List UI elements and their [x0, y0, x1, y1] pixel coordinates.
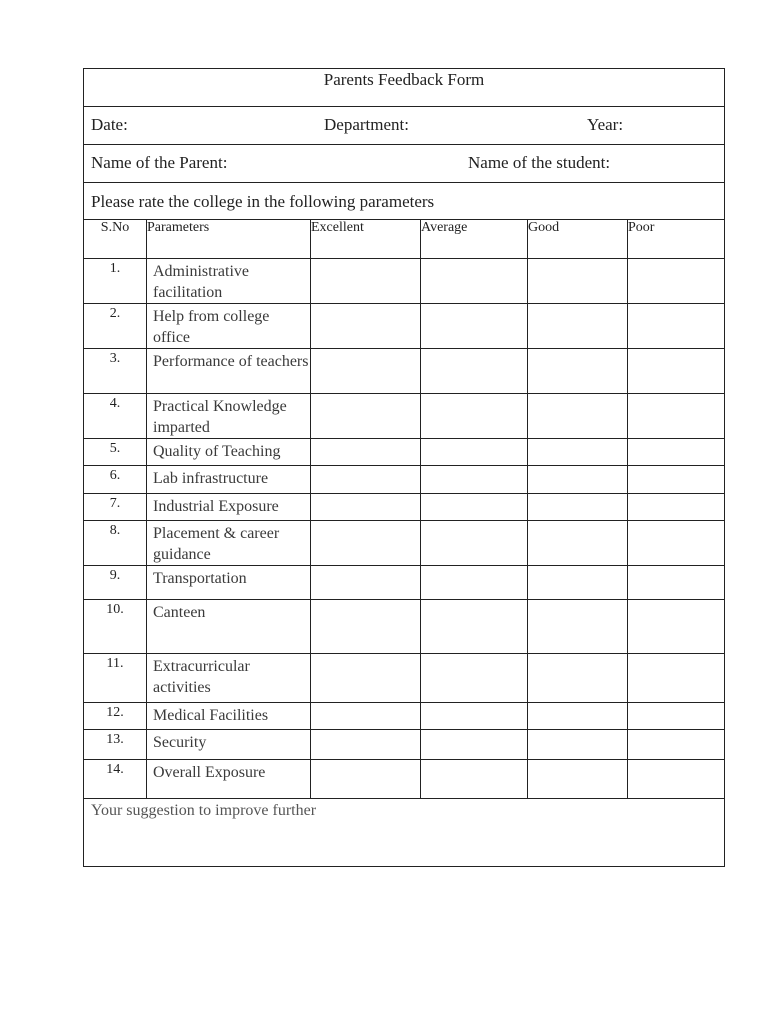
rating-cell-excellent[interactable] — [311, 760, 421, 799]
parameter-cell — [147, 304, 311, 349]
parameter-name: Transportation — [153, 570, 247, 587]
col-parameters-header: Parameters — [147, 220, 311, 259]
sno-value: 2. — [109, 306, 121, 321]
rating-cell-average[interactable] — [421, 521, 528, 566]
sno-cell — [84, 349, 147, 394]
table-row — [84, 730, 725, 760]
parameter-cell — [147, 466, 311, 494]
date-label: Date: — [91, 115, 128, 134]
parameter-cell — [147, 760, 311, 799]
rating-cell-good[interactable] — [528, 600, 628, 654]
parameter-cell — [147, 566, 311, 600]
col-sno-header: S.No — [84, 220, 147, 259]
rating-cell-good[interactable] — [528, 494, 628, 521]
sno-cell — [84, 654, 147, 703]
rating-cell-good[interactable] — [528, 259, 628, 304]
suggestion-box[interactable] — [84, 799, 725, 867]
table-row — [84, 394, 725, 439]
parameter-cell — [147, 521, 311, 566]
form-title-cell — [84, 69, 725, 107]
col-average-header: Average — [421, 220, 528, 259]
rating-cell-excellent[interactable] — [311, 566, 421, 600]
rating-cell-average[interactable] — [421, 730, 528, 760]
parameter-name: Placement & career guidance — [153, 525, 280, 563]
rating-cell-excellent[interactable] — [311, 521, 421, 566]
table-header-row — [84, 220, 725, 259]
rating-cell-poor[interactable] — [628, 600, 725, 654]
rating-cell-good[interactable] — [528, 703, 628, 730]
col-excellent-header: Excellent — [311, 220, 421, 259]
table-row — [84, 703, 725, 730]
rating-cell-good[interactable] — [528, 349, 628, 394]
table-row — [84, 760, 725, 799]
feedback-form-table — [83, 68, 725, 867]
rating-cell-poor[interactable] — [628, 760, 725, 799]
rating-cell-poor[interactable] — [628, 521, 725, 566]
rating-cell-poor[interactable] — [628, 703, 725, 730]
table-row — [84, 494, 725, 521]
parameter-cell — [147, 394, 311, 439]
rating-cell-poor[interactable] — [628, 494, 725, 521]
table-row — [84, 304, 725, 349]
rating-cell-poor[interactable] — [628, 394, 725, 439]
parameter-name: Quality of Teaching — [153, 443, 281, 460]
rating-cell-good[interactable] — [528, 654, 628, 703]
rating-cell-average[interactable] — [421, 600, 528, 654]
parameter-cell — [147, 600, 311, 654]
rating-cell-excellent[interactable] — [311, 304, 421, 349]
sno-value: 12. — [106, 705, 124, 720]
rating-cell-excellent[interactable] — [311, 730, 421, 760]
instruction-row — [84, 183, 725, 220]
parameter-cell — [147, 259, 311, 304]
form-title: Parents Feedback Form — [323, 70, 485, 89]
rating-cell-good[interactable] — [528, 439, 628, 466]
sno-value: 9. — [109, 568, 121, 583]
rating-cell-excellent[interactable] — [311, 654, 421, 703]
names-row — [84, 145, 725, 183]
sno-cell — [84, 566, 147, 600]
sno-cell — [84, 494, 147, 521]
parameter-name: Overall Exposure — [153, 764, 266, 781]
sno-value: 11. — [106, 656, 124, 671]
rating-cell-average[interactable] — [421, 304, 528, 349]
rating-cell-excellent[interactable] — [311, 439, 421, 466]
sno-value: 7. — [109, 496, 121, 511]
rating-cell-excellent[interactable] — [311, 349, 421, 394]
parameter-name: Practical Knowledge imparted — [153, 398, 287, 436]
sno-cell — [84, 600, 147, 654]
table-row — [84, 466, 725, 494]
parameter-cell — [147, 730, 311, 760]
sno-cell — [84, 760, 147, 799]
parameter-cell — [147, 349, 311, 394]
parameter-cell — [147, 654, 311, 703]
rating-cell-excellent[interactable] — [311, 394, 421, 439]
rating-cell-excellent[interactable] — [311, 259, 421, 304]
rating-cell-excellent[interactable] — [311, 494, 421, 521]
student-name-label: Name of the student: — [468, 153, 611, 172]
year-label: Year: — [587, 115, 624, 134]
rating-cell-good[interactable] — [528, 730, 628, 760]
date-department-year-row — [84, 107, 725, 145]
rating-cell-poor[interactable] — [628, 259, 725, 304]
rating-cell-poor[interactable] — [628, 566, 725, 600]
rating-cell-poor[interactable] — [628, 654, 725, 703]
table-row — [84, 654, 725, 703]
rating-cell-average[interactable] — [421, 259, 528, 304]
parameter-rows — [84, 259, 725, 799]
table-row — [84, 566, 725, 600]
sno-value: 1. — [109, 261, 121, 276]
parameter-name: Performance of teachers — [153, 353, 309, 370]
rating-cell-good[interactable] — [528, 760, 628, 799]
rating-cell-good[interactable] — [528, 394, 628, 439]
sno-cell — [84, 521, 147, 566]
parameter-name: Canteen — [153, 604, 206, 621]
table-row — [84, 259, 725, 304]
rating-cell-poor[interactable] — [628, 439, 725, 466]
rating-cell-poor[interactable] — [628, 466, 725, 494]
sno-value: 10. — [106, 602, 124, 617]
parameter-name: Administrative facilitation — [153, 263, 249, 301]
parameter-name: Help from college office — [153, 308, 270, 346]
sno-value: 5. — [109, 441, 121, 456]
parameter-name: Security — [153, 734, 207, 751]
rating-cell-good[interactable] — [528, 466, 628, 494]
sno-value: 14. — [106, 762, 124, 777]
rating-cell-average[interactable] — [421, 349, 528, 394]
rating-cell-average[interactable] — [421, 703, 528, 730]
instruction-text: Please rate the college in the following parameters — [91, 192, 435, 211]
sno-cell — [84, 466, 147, 494]
sno-value: 8. — [109, 523, 121, 538]
suggestion-label: Your suggestion to improve further — [91, 802, 317, 819]
rating-cell-average[interactable] — [421, 466, 528, 494]
sno-value: 13. — [106, 732, 124, 747]
table-row — [84, 600, 725, 654]
rating-cell-poor[interactable] — [628, 730, 725, 760]
rating-cell-good[interactable] — [528, 304, 628, 349]
rating-cell-average[interactable] — [421, 494, 528, 521]
parent-name-label: Name of the Parent: — [91, 153, 228, 172]
table-row — [84, 439, 725, 466]
parameter-name: Extracurricular activities — [153, 658, 250, 696]
rating-cell-good[interactable] — [528, 566, 628, 600]
rating-cell-average[interactable] — [421, 394, 528, 439]
table-row — [84, 521, 725, 566]
parameter-cell — [147, 494, 311, 521]
sno-cell — [84, 730, 147, 760]
rating-cell-poor[interactable] — [628, 304, 725, 349]
rating-cell-poor[interactable] — [628, 349, 725, 394]
sno-value: 3. — [109, 351, 121, 366]
department-label: Department: — [324, 115, 409, 134]
sno-cell — [84, 439, 147, 466]
table-row — [84, 349, 725, 394]
rating-cell-excellent[interactable] — [311, 600, 421, 654]
rating-cell-good[interactable] — [528, 521, 628, 566]
rating-cell-average[interactable] — [421, 654, 528, 703]
sno-value: 4. — [109, 396, 121, 411]
parameter-name: Medical Facilities — [153, 707, 269, 724]
parameter-cell — [147, 703, 311, 730]
col-good-header: Good — [528, 220, 628, 259]
sno-cell — [84, 703, 147, 730]
parameter-name: Industrial Exposure — [153, 498, 279, 515]
sno-cell — [84, 259, 147, 304]
rating-cell-average[interactable] — [421, 439, 528, 466]
sno-cell — [84, 394, 147, 439]
parameter-cell — [147, 439, 311, 466]
sno-value: 6. — [109, 468, 121, 483]
rating-cell-excellent[interactable] — [311, 466, 421, 494]
rating-cell-excellent[interactable] — [311, 703, 421, 730]
sno-cell — [84, 304, 147, 349]
rating-cell-average[interactable] — [421, 760, 528, 799]
parameter-name: Lab infrastructure — [153, 470, 269, 487]
rating-cell-average[interactable] — [421, 566, 528, 600]
col-poor-header: Poor — [628, 220, 725, 259]
